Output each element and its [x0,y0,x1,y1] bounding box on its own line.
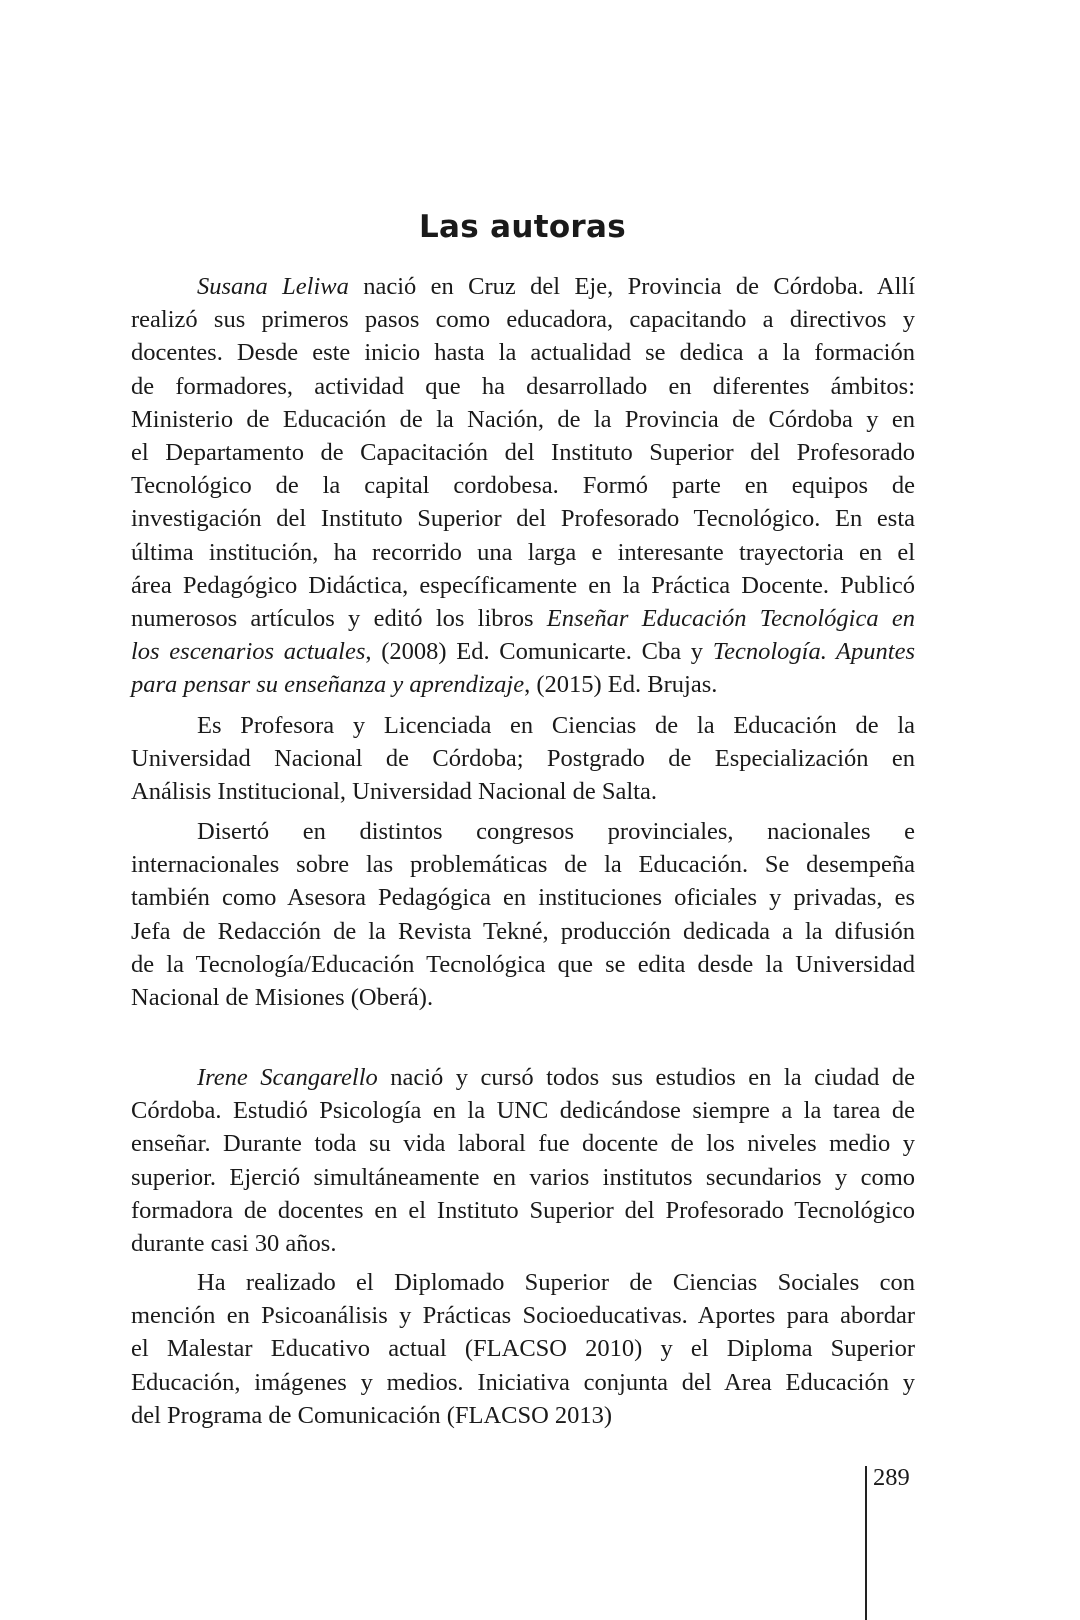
italic-text: Susana Leliwa [197,273,349,300]
text-line: internacionales sobre las problemáticas de la Educación. Se desempeña [131,851,915,879]
paragraph-leliwa-activities [131,815,915,1014]
page-title: Las autoras [419,208,626,245]
text-line: de formadores, actividad que ha desarrollado en diferentes ámbitos: [131,372,915,400]
text-line: área Pedagógico Didáctica, específicamente en la Práctica Docente. Publicó [131,571,915,599]
text-line: formadora de docentes en el Instituto Superior del Profesorado Tecnológico [131,1196,915,1224]
text-line: de la Tecnología/Educación Tecnológica que se edita desde la Universidad [131,950,915,978]
italic-text: los escenarios actuales [131,638,366,666]
italic-text: para pensar su enseñanza y aprendizaje [131,671,525,699]
text-line: docentes. Desde este inicio hasta la actualidad se dedica a la formación [131,339,915,367]
text-line: mención en Psicoanálisis y Prácticas Socioeducativas. Aportes para abordar [131,1302,915,1330]
text-line: numerosos artículos y editó los libros Enseñar Educación Tecnológica en [131,604,915,632]
text-line: el Malestar Educativo actual (FLACSO 2010) y el Diploma Superior [131,1335,915,1363]
text-line: Ministerio de Educación de la Nación, de la Provincia de Córdoba y en [131,405,915,433]
paragraph-scangarello-education [131,1266,915,1432]
text-line: el Departamento de Capacitación del Instituto Superior del Profesorado [131,438,915,466]
text-line: Susana Leliwa nació en Cruz del Eje, Provincia de Córdoba. Allí [197,273,915,300]
text-line: durante casi 30 años. [131,1229,337,1257]
text-line: Universidad Nacional de Córdoba; Postgrado de Especialización en [131,745,915,773]
text-line: para pensar su enseñanza y aprendizaje, (2015) Ed. Brujas. [131,671,718,699]
italic-text: Enseñar Educación Tecnológica en [546,604,915,632]
text-line: Análisis Institucional, Universidad Nacional de Salta. [131,778,657,806]
page-number-rule [865,1466,867,1620]
text-line: Es Profesora y Licenciada en Ciencias de la Educación de la [197,712,915,739]
text-line: superior. Ejerció simultáneamente en varios institutos secundarios y como [131,1163,915,1191]
italic-text: Irene Scangarello [197,1064,378,1091]
text-line: Tecnológico de la capital cordobesa. Formó parte en equipos de [131,472,915,500]
text-line: enseñar. Durante toda su vida laboral fue docente de los niveles medio y [131,1130,915,1158]
text-line: Disertó en distintos congresos provinciales, nacionales e [197,818,915,845]
text-line: Ha realizado el Diplomado Superior de Ciencias Sociales con [197,1269,915,1296]
text-line: del Programa de Comunicación (FLACSO 2013) [131,1401,613,1429]
text-line: Jefa de Redacción de la Revista Tekné, producción dedicada a la difusión [131,917,915,945]
text-line: Educación, imágenes y medios. Iniciativa conjunta del Area Educación y [131,1368,915,1396]
paragraph-leliwa-bio [131,270,915,701]
text-line: Irene Scangarello nació y cursó todos sus estudios en la ciudad de [197,1064,915,1091]
paragraph-scangarello-bio [131,1061,915,1260]
paragraph-leliwa-education [131,709,915,809]
text-line: Córdoba. Estudió Psicología en la UNC dedicándose siempre a la tarea de [131,1097,915,1125]
page-number: 289 [873,1464,910,1491]
text-line: los escenarios actuales, (2008) Ed. Comunicarte. Cba y Tecnología. Apuntes [131,638,915,666]
text-line: también como Asesora Pedagógica en instituciones oficiales y privadas, es [131,884,915,912]
italic-text: Tecnología. Apuntes [712,638,915,666]
text-line: investigación del Instituto Superior del Profesorado Tecnológico. En esta [131,505,915,533]
text-line: realizó sus primeros pasos como educadora, capacitando a directivos y [131,306,915,334]
text-line: Nacional de Misiones (Oberá). [131,983,434,1011]
text-line: última institución, ha recorrido una larga e interesante trayectoria en el [131,538,915,566]
